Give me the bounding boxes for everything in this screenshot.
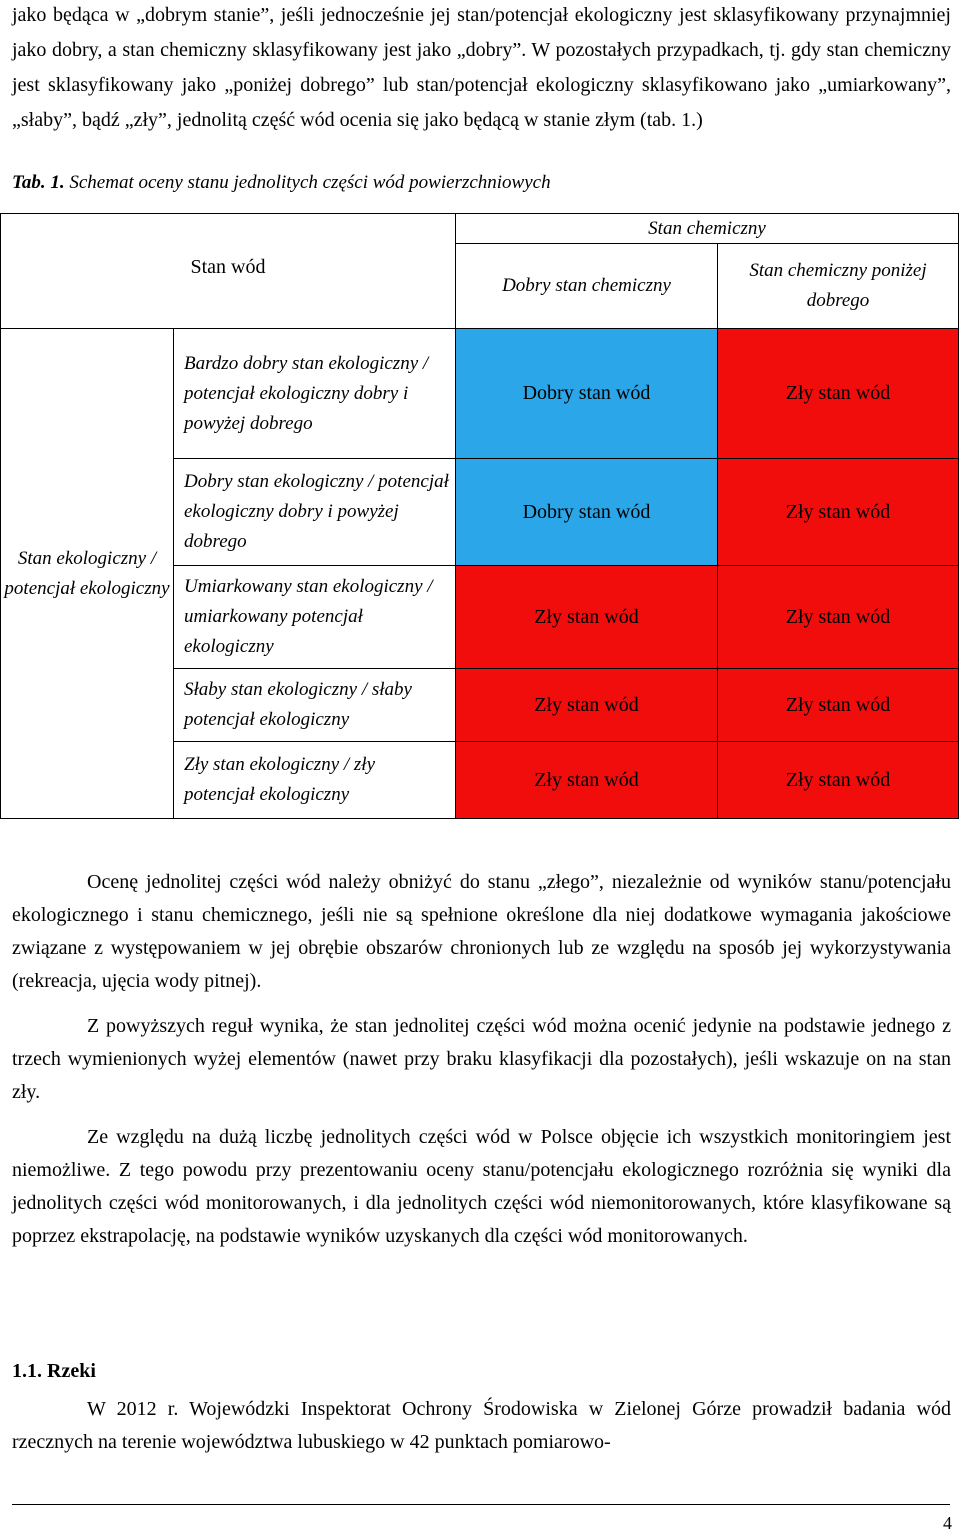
header-chemical-status: Stan chemiczny bbox=[456, 214, 959, 244]
assessment-table bbox=[0, 213, 959, 819]
status-cell: Zły stan wód bbox=[718, 566, 959, 669]
row-label: Bardzo dobry stan ekologiczny / potencjał ekologiczny dobry i powyżej dobrego bbox=[174, 329, 456, 459]
row-label: Zły stan ekologiczny / zły potencjał ekologiczny bbox=[174, 742, 456, 819]
header-good-chemical: Dobry stan chemiczny bbox=[456, 244, 718, 329]
page-number: 4 bbox=[943, 1513, 952, 1533]
body-paragraph: W 2012 r. Wojewódzki Inspektorat Ochrony Środowiska w Zielonej Górze prowadził badania wód rzecznych na terenie województwa lubuskiego w 42 punktach pomiarowo- bbox=[12, 1398, 951, 1453]
footer-divider bbox=[12, 1504, 950, 1505]
row-label: Umiarkowany stan ekologiczny / umiarkowany potencjał ekologiczny bbox=[174, 566, 456, 669]
status-cell: Zły stan wód bbox=[456, 742, 718, 819]
section-heading: 1.1. Rzeki bbox=[12, 1360, 96, 1382]
status-cell: Zły stan wód bbox=[456, 566, 718, 669]
intro-paragraph: jako będąca w „dobrym stanie”, jeśli jednocześnie jej stan/potencjał ekologiczny jest sklasyfikowany przynajmniej jako dobry, a stan chemiczny sklasyfikowany jest jako „dobry”. W pozostałych przypadkach, tj. gdy stan chemiczny jest sklasyfikowany jako „poniżej dobrego” lub stan/potencjał ekologiczny sklasyfikowano jako „umiarkowany”, „słaby”, bądź „zły”, jednolitą część wód ocenia się jako będącą w stanie złym (tab. 1.) bbox=[12, 4, 951, 131]
side-label-ecological: Stan ekologiczny / potencjał ekologiczny bbox=[1, 329, 174, 819]
status-cell: Dobry stan wód bbox=[456, 329, 718, 459]
body-paragraph: Ocenę jednolitej części wód należy obniżyć do stanu „złego”, niezależnie od wyników stanu/potencjału ekologicznego i stanu chemicznego, jeśli nie są spełnione określone dla niej dodatkowe wymagania jakościowe związane z występowaniem w jej obrębie obszarów chronionych lub ze względu na sposób jej wykorzystywania (rekreacja, ujęcia wody pitnej). bbox=[12, 871, 951, 992]
body-paragraph: Z powyższych reguł wynika, że stan jednolitej części wód można ocenić jedynie na podstawie jednego z trzech wymienionych wyżej elementów (nawet przy braku klasyfikacji dla pozostałych), jeśli wskazuje on na stan zły. bbox=[12, 1015, 951, 1103]
status-cell: Zły stan wód bbox=[718, 742, 959, 819]
status-cell: Zły stan wód bbox=[718, 329, 959, 459]
row-label: Dobry stan ekologiczny / potencjał ekologiczny dobry i powyżej dobrego bbox=[174, 459, 456, 566]
table-caption bbox=[12, 172, 551, 194]
status-cell: Dobry stan wód bbox=[456, 459, 718, 566]
status-cell: Zły stan wód bbox=[718, 669, 959, 742]
header-below-good-chemical: Stan chemiczny poniżej dobrego bbox=[718, 244, 959, 329]
body-paragraph: Ze względu na dużą liczbę jednolitych części wód w Polsce objęcie ich wszystkich monitoringiem jest niemożliwe. Z tego powodu przy prezentowaniu oceny stanu/potencjału ekologicznego rozróżnia się wyniki dla jednolitych części wód monitorowanych, i dla jednolitych części wód niemonitorowanych, które klasyfikowane są poprzez ekstrapolację, na podstawie wyników uzyskanych dla części wód monitorowanych. bbox=[12, 1126, 951, 1247]
table-caption-label: Tab. 1. bbox=[12, 172, 65, 193]
status-cell: Zły stan wód bbox=[718, 459, 959, 566]
status-cell: Zły stan wód bbox=[456, 669, 718, 742]
table-caption-text: Schemat oceny stanu jednolitych części wód powierzchniowych bbox=[64, 172, 551, 193]
row-label: Słaby stan ekologiczny / słaby potencjał ekologiczny bbox=[174, 669, 456, 742]
header-water-status: Stan wód bbox=[1, 214, 456, 329]
